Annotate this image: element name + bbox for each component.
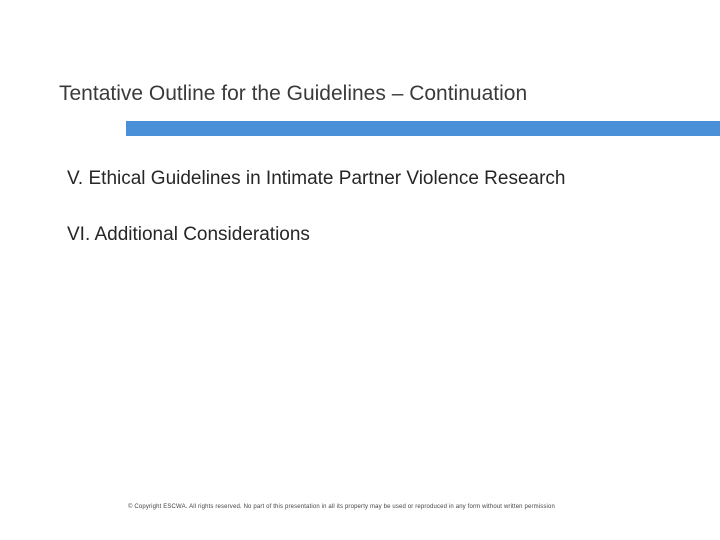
title-accent-bar: [126, 121, 720, 136]
slide-title: Tentative Outline for the Guidelines – Continuation: [59, 82, 528, 105]
outline-item-vi: VI. Additional Considerations: [67, 224, 310, 245]
outline-list: [67, 165, 627, 277]
copyright-footer: © Copyright ESCWA. All rights reserved. No part of this presentation in all its property may be used or reproduced in any form without written permission: [128, 504, 555, 510]
outline-item-v: V. Ethical Guidelines in Intimate Partner Violence Research: [67, 168, 566, 189]
